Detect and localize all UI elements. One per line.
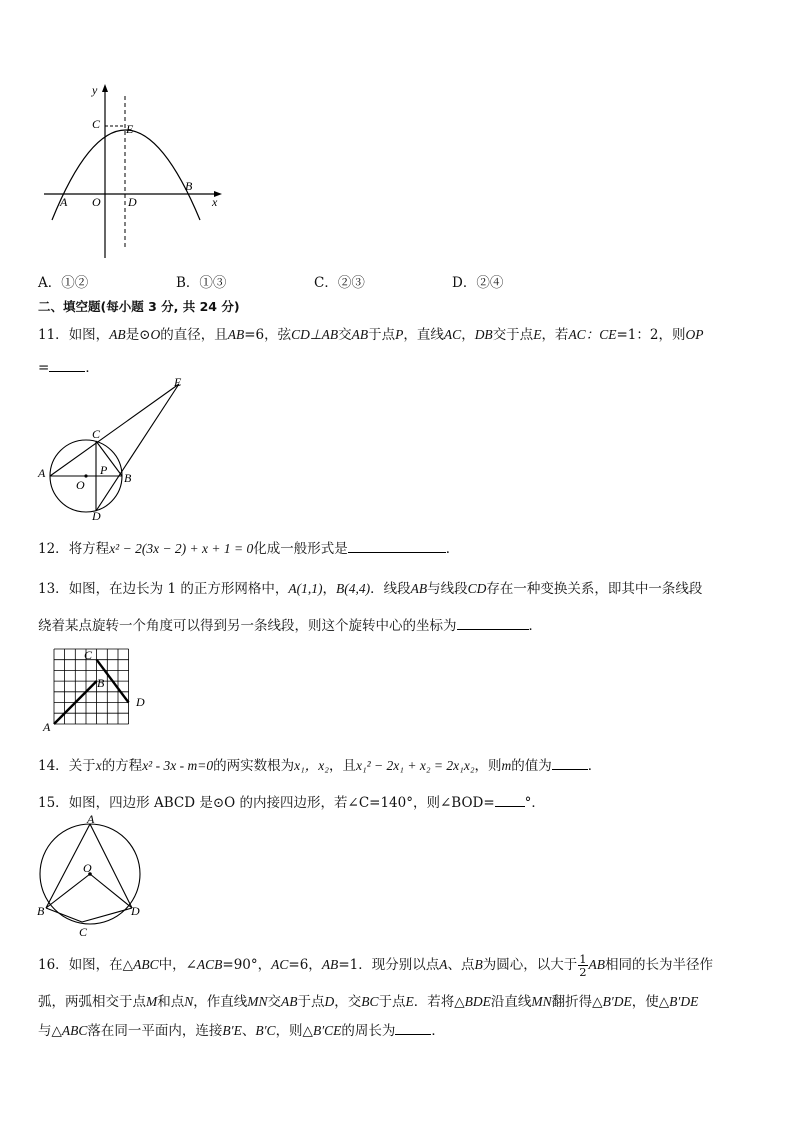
parabola-figure	[40, 80, 230, 260]
label-D: D	[128, 195, 137, 209]
q11-label-C: C	[92, 427, 101, 441]
q11-label-B: B	[124, 471, 132, 485]
q13-label-B: B	[97, 676, 105, 690]
label-B: B	[185, 179, 193, 193]
label-O: O	[92, 195, 101, 209]
q16-answer-blank[interactable]	[395, 1021, 431, 1036]
q14-line: 14．关于x的方程x² - 3x - m=0的两实数根为x₁，x₂，且x₁² − 2x₁ + x₂ = 2x₁x₂，则m的值为 ．	[38, 754, 601, 774]
q11-answer-blank[interactable]	[49, 358, 85, 373]
q13-label-D: D	[136, 695, 145, 709]
label-C: C	[92, 117, 101, 131]
fraction-one-half: $\frac{1}{2}$	[579, 952, 587, 979]
option-c: C．②③	[314, 275, 365, 291]
label-y: y	[92, 83, 98, 97]
option-a: A．①②	[38, 275, 89, 291]
label-x: x	[212, 195, 218, 209]
q11-label-O: O	[76, 478, 85, 492]
q16-line1: 16．如图，在△ABC中，∠ACB=90°，AC=6，AB=1．现分别以点A、点B为圆心，以大于 $\frac{1}{2}$ AB相同的长为半径作	[38, 952, 714, 979]
q11-label-P: P	[100, 463, 108, 477]
q13-answer-blank[interactable]	[457, 616, 529, 631]
q15-label-O: O	[83, 861, 92, 875]
q16-line3: 与△ABC落在同一平面内，连接B′E、B′C，则△B′CE的周长为 ．	[38, 1019, 445, 1039]
q15-line: 15．如图，四边形 ABCD 是⊙O 的内接四边形，若∠C=140°，则∠BOD= °．	[38, 791, 545, 811]
q13-label-C: C	[84, 648, 93, 662]
q15-figure	[32, 812, 150, 942]
label-E: E	[126, 122, 134, 136]
q15-label-A: A	[87, 812, 95, 826]
option-d: D．②④	[452, 275, 504, 291]
q13-line2: 绕着某点旋转一个角度可以得到另一条线段，则这个旋转中心的坐标为 ．	[38, 614, 542, 634]
label-A: A	[60, 195, 68, 209]
q11-label-D: D	[92, 509, 101, 523]
section2-title: 二、填空题(每小题 3 分, 共 24 分)	[38, 299, 240, 314]
q14-answer-blank[interactable]	[552, 756, 588, 771]
q11-label-A: A	[38, 466, 46, 480]
q16-line2: 弧，两弧相交于点M和点N，作直线MN交AB于点D，交BC于点E．若将△BDE沿直线MN翻折得△B′DE，使△B′DE	[38, 994, 699, 1010]
q11-line1: 11．如图，AB是⊙O的直径，且AB=6，弦CD⊥AB交AB于点P，直线AC，DB交于点E，若AC：CE=1：2，则OP	[38, 327, 704, 343]
q11-line2: = ．	[38, 356, 99, 376]
q12-line: 12．将方程x² − 2(3x − 2) + x + 1 = 0化成一般形式是 ．	[38, 537, 459, 557]
q15-answer-blank[interactable]	[495, 793, 525, 808]
q11-label-E: E	[174, 375, 182, 389]
q15-label-B: B	[37, 904, 45, 918]
q13-line1: 13．如图，在边长为 1 的正方形网格中，A(1,1)，B(4,4)．线段AB与线段CD存在一种变换关系，即其中一条线段	[38, 581, 703, 597]
q15-label-C: C	[79, 925, 88, 939]
option-b: B．①③	[176, 275, 227, 291]
q12-answer-blank[interactable]	[348, 539, 446, 554]
q11-figure	[34, 372, 194, 524]
q13-grid-figure	[40, 643, 152, 733]
q13-label-A: A	[43, 720, 51, 733]
q15-label-D: D	[131, 904, 140, 918]
